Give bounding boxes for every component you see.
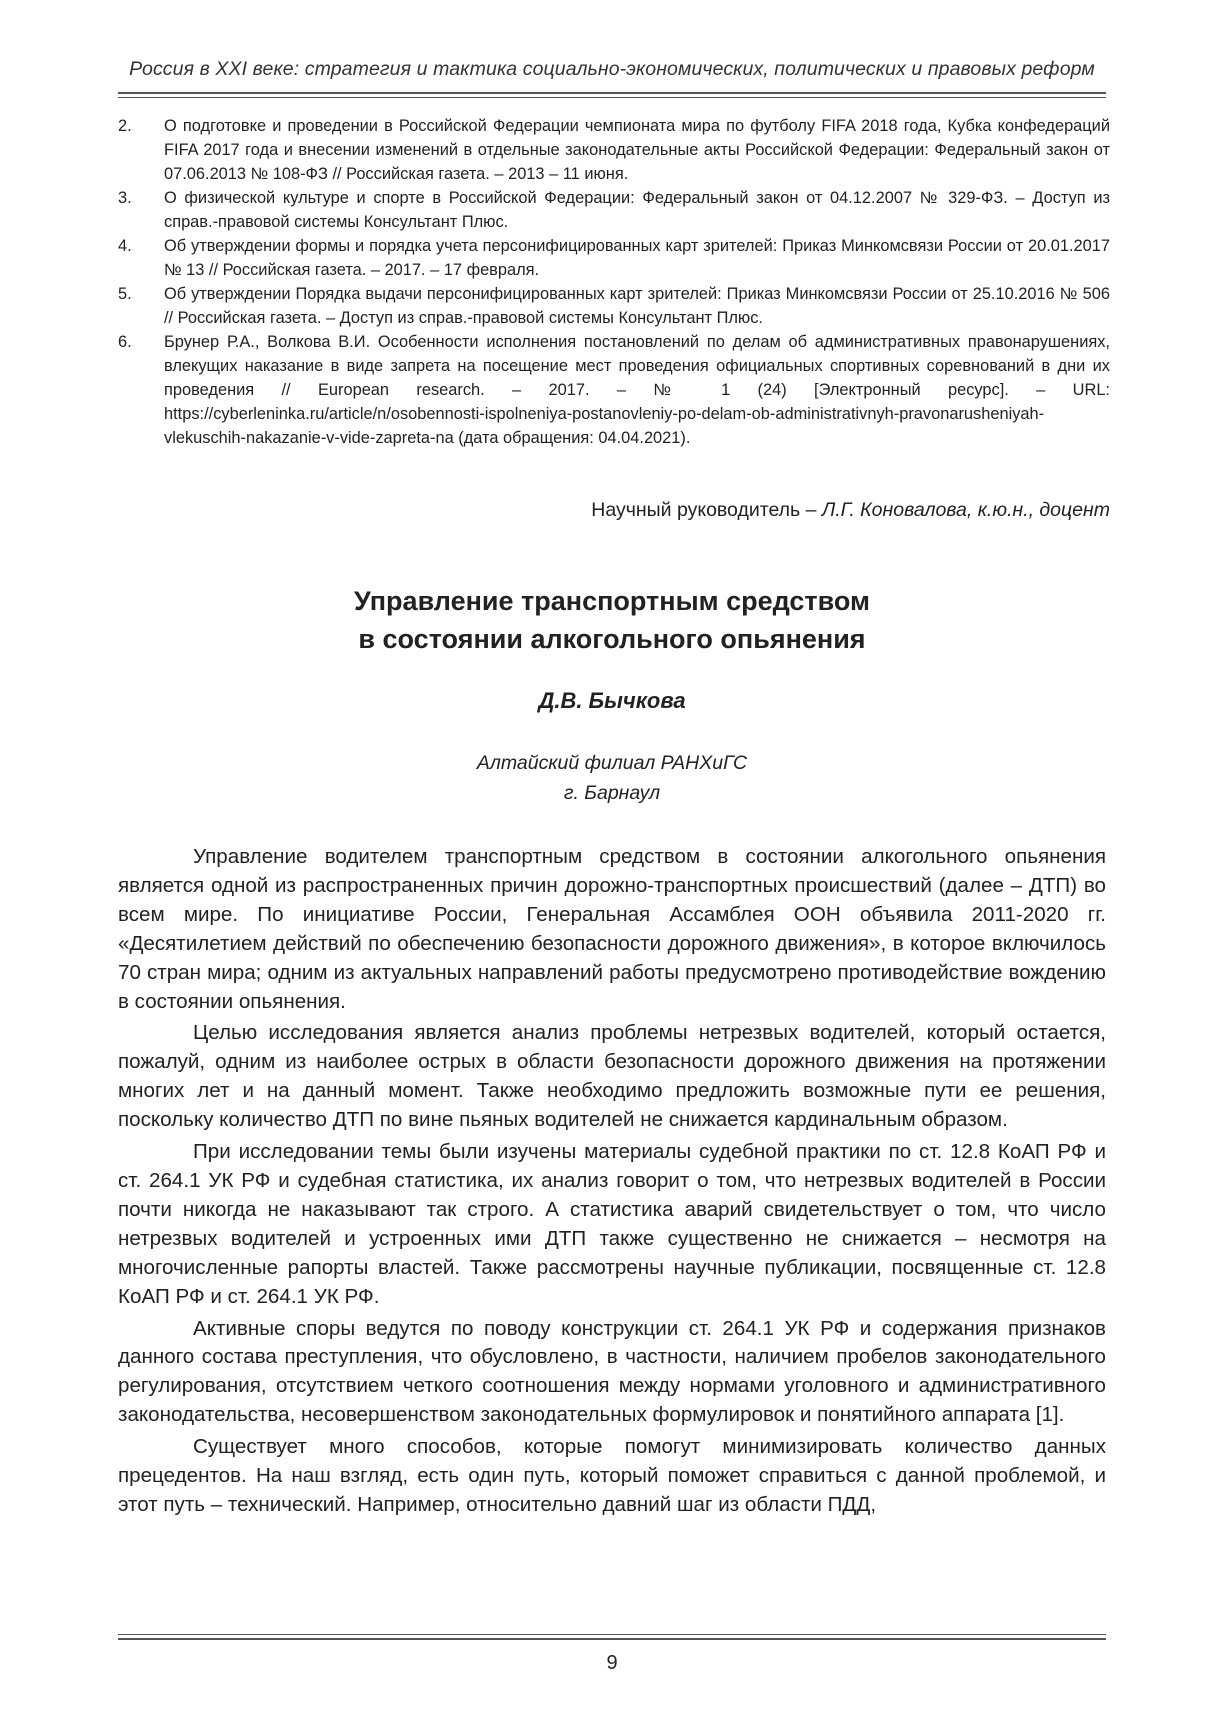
- author-name: Д.В. Бычкова: [538, 688, 686, 713]
- reference-item: [118, 186, 1110, 234]
- affiliation-org: Алтайский филиал РАНХиГС: [476, 752, 748, 774]
- body-paragraph: При исследовании темы были изучены материалы судебной практики по ст. 12.8 КоАП РФ и ст. 264.1 УК РФ и судебная статистика, их анализ говорит о том, что нетрезвых водителей в России почти никогда не наказывают так строго. А статистика аварий свидетельствует о том, что число нетрезвых водителей и устроенных ими ДТП также существенно не снижается – несмотря на многочисленные рапорты властей. Также рассмотрены научные публикации, посвященные ст. 12.8 КоАП РФ и ст. 264.1 УК РФ.: [118, 1140, 1106, 1308]
- article-title: [118, 582, 1106, 658]
- body-paragraph: Существует много способов, которые помогут минимизировать количество данных прецедентов. На наш взгляд, есть один путь, который поможет справиться с данной проблемой, и этот путь – технический. Например, относительно давний шаг из области ПДД,: [118, 1435, 1106, 1516]
- header-rule: [118, 92, 1106, 98]
- body-paragraph: Управление водителем транспортным средством в состоянии алкогольного опьянения является одной из распространенных причин дорожно-транспортных происшествий (далее – ДТП) во всем мире. По инициативе России, Генеральная Ассамблея ООН объявила 2011-2020 гг. «Десятилетием действий по обеспечению безопасности дорожного движения», в которое включилось 70 стран мира; одним из актуальных направлений работы предусмотрено противодействие вождению в состоянии опьянения.: [118, 845, 1106, 1013]
- title-line-2: в состоянии алкогольного опьянения: [358, 624, 866, 654]
- reference-text: О физической культуре и спорте в Российской Федерации: Федеральный закон от 04.12.2007 № 329-ФЗ. – Доступ из справ.-правовой системы Консультант Плюс.: [164, 189, 1110, 231]
- reference-number: 4.: [118, 237, 132, 255]
- supervisor-name: Л.Г. Коновалова, к.ю.н., доцент: [821, 499, 1110, 521]
- reference-text: Брунер Р.А., Волкова В.И. Особенности исполнения постановлений по делам об административных правонарушениях, влекущих наказание в виде запрета на посещение мест проведения официальных спортивных соревнований в дни их проведения // European research. – 2017. – № 1 (24) [Электронный ресурс]. – URL: https://cyberleninka.ru/article/n/osobennosti-ispolneniya-postanovleniy-po-delam-ob-administrativnyh-pravonarusheniyah-vlekuschih-nakazanie-v-vide-zapreta-na (дата обращения: 04.04.2021).: [164, 333, 1110, 447]
- title-line-1: Управление транспортным средством: [353, 586, 871, 616]
- footer-rule: [118, 1634, 1106, 1640]
- reference-list: [118, 114, 1110, 450]
- page-number: 9: [606, 1652, 618, 1674]
- reference-number: 6.: [118, 333, 132, 351]
- affiliation: [118, 748, 1106, 808]
- reference-item: [118, 282, 1110, 330]
- body-paragraph: Целью исследования является анализ проблемы нетрезвых водителей, который остается, пожалуй, одним из наиболее острых в области безопасности дорожного движения на протяжении многих лет и на данный момент. Также необходимо предложить возможные пути ее решения, поскольку количество ДТП по вине пьяных водителей не снижается кардинальным образом.: [118, 1021, 1106, 1132]
- reference-item: [118, 114, 1110, 186]
- supervisor-line: [591, 499, 1110, 522]
- reference-number: 5.: [118, 285, 132, 303]
- reference-text: О подготовке и проведении в Российской Федерации чемпионата мира по футболу FIFA 2018 года, Кубка конфедераций FIFA 2017 года и внесении изменений в отдельные законодательные акты Российской Федерации: Федеральный закон от 07.06.2013 № 108-ФЗ // Российская газета. – 2013 – 11 июня.: [164, 117, 1110, 183]
- article-body: [118, 843, 1106, 1523]
- body-paragraph: Активные споры ведутся по поводу конструкции ст. 264.1 УК РФ и содержания признаков данного состава преступления, что обусловлено, в частности, наличием пробелов законодательного регулирования, отсутствием четкого соотношения между нормами уголовного и административного законодательства, несовершенством законодательных формулировок и понятийного аппарата [1].: [118, 1316, 1106, 1427]
- reference-item: [118, 330, 1110, 450]
- reference-text: Об утверждении Порядка выдачи персонифицированных карт зрителей: Приказ Минкомсвязи России от 25.10.2016 № 506 // Российская газета. – Доступ из справ.-правовой системы Консультант Плюс.: [164, 285, 1110, 327]
- reference-number: 3.: [118, 189, 132, 207]
- supervisor-label: Научный руководитель –: [591, 499, 822, 521]
- reference-item: [118, 234, 1110, 282]
- reference-number: 2.: [118, 117, 132, 135]
- affiliation-city: г. Барнаул: [563, 782, 661, 804]
- reference-text: Об утверждении формы и порядка учета персонифицированных карт зрителей: Приказ Минкомсвязи России от 20.01.2017 № 13 // Российская газета. – 2017. – 17 февраля.: [164, 237, 1110, 279]
- running-header: Россия в XXI веке: стратегия и тактика социально-экономических, политических и правовых реформ: [129, 58, 1095, 80]
